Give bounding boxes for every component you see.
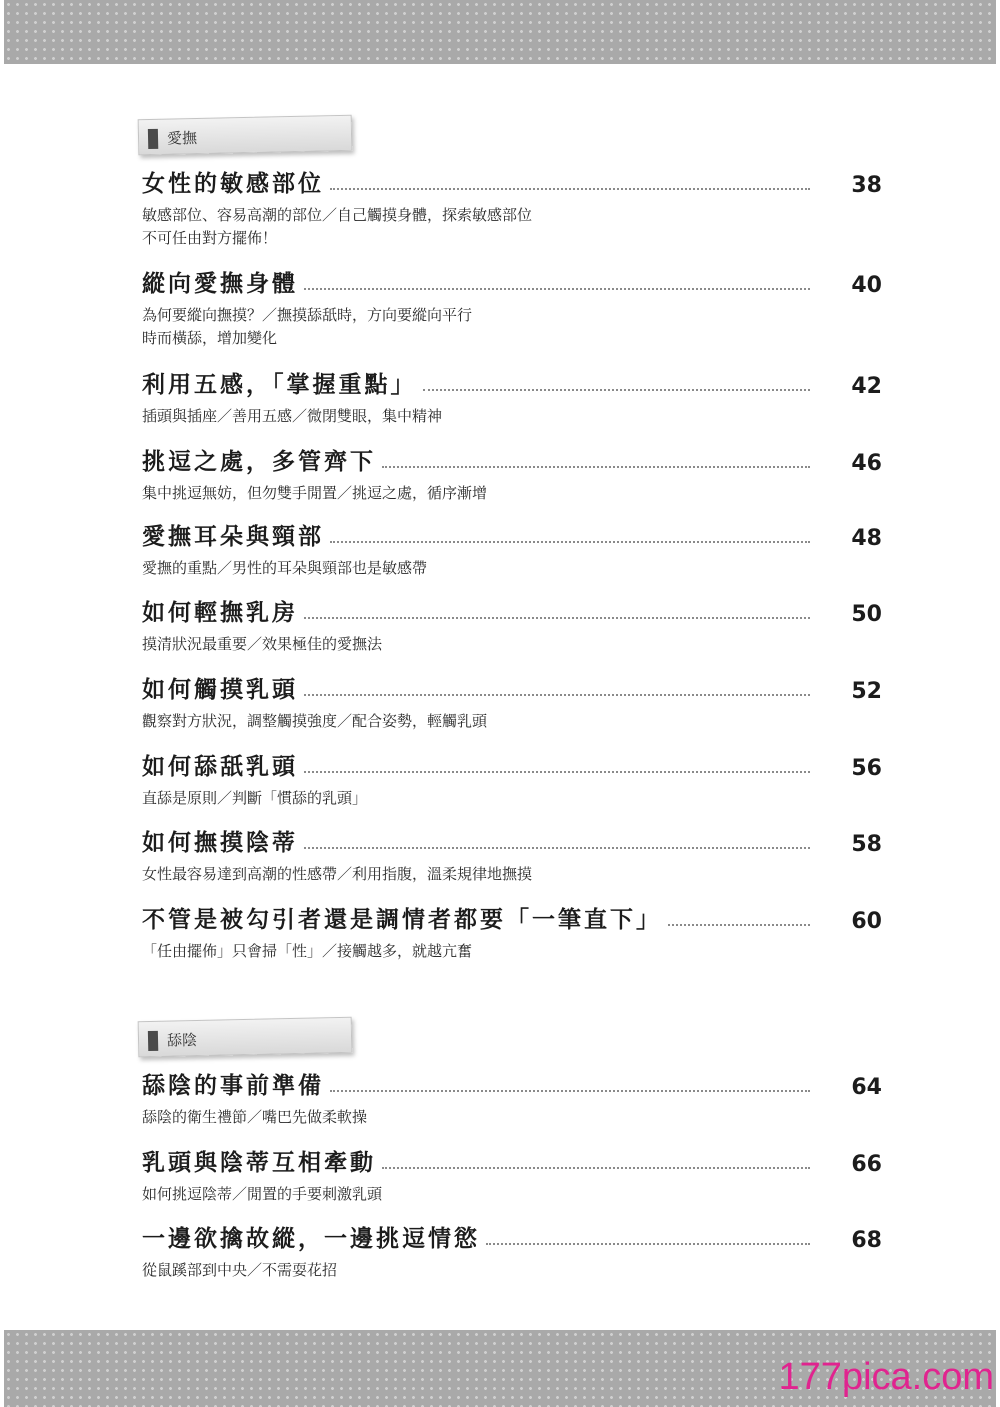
- dot-leader: [423, 389, 811, 391]
- top-dotted-band: [4, 0, 996, 64]
- section-label: 愛撫: [166, 129, 198, 148]
- entry-subtitle: 如何挑逗陰蒂／閒置的手要刺激乳頭: [142, 1185, 383, 1203]
- toc-entry[interactable]: [142, 1223, 882, 1282]
- dot-leader: [304, 617, 810, 619]
- entry-title: 如何舔舐乳頭: [142, 754, 298, 780]
- dot-leader: [382, 1167, 810, 1169]
- entry-title: 愛撫耳朵與頸部: [142, 524, 324, 550]
- toc-entry[interactable]: [142, 369, 882, 428]
- entry-title: 女性的敏感部位: [142, 171, 324, 197]
- entry-title: 如何輕撫乳房: [142, 600, 298, 626]
- toc-entry[interactable]: [142, 597, 882, 656]
- entry-title: 如何觸摸乳頭: [142, 677, 298, 703]
- entry-subtitle: 從鼠蹊部到中央／不需耍花招: [142, 1261, 338, 1279]
- page-number: 46: [851, 451, 882, 476]
- entry-title: 乳頭與陰蒂互相牽動: [142, 1150, 376, 1176]
- page-number: 38: [851, 173, 882, 198]
- page-number: 58: [851, 832, 882, 857]
- toc-entry[interactable]: [142, 1070, 882, 1129]
- dot-leader: [668, 924, 810, 926]
- toc-entry[interactable]: [142, 168, 882, 250]
- page-number: 68: [851, 1228, 882, 1253]
- page-number: 66: [851, 1152, 882, 1177]
- dot-leader: [330, 1090, 810, 1092]
- page-number: 40: [851, 273, 882, 298]
- entry-title: 挑逗之處，多管齊下: [142, 449, 376, 475]
- toc-entry[interactable]: [142, 827, 882, 886]
- section-label: 舔陰: [166, 1031, 198, 1050]
- entry-subtitle: 不可任由對方擺佈！: [142, 229, 278, 247]
- page-number: 48: [851, 526, 882, 551]
- entry-subtitle: 集中挑逗無妨，但勿雙手閒置／挑逗之處，循序漸增: [142, 484, 488, 502]
- entry-subtitle: 愛撫的重點／男性的耳朵與頸部也是敏感帶: [142, 559, 428, 577]
- entry-subtitle: 敏感部位、容易高潮的部位／自己觸摸身體，探索敏感部位: [142, 206, 533, 224]
- watermark-text: 177pica.com: [778, 1356, 994, 1398]
- entry-title: 不管是被勾引者還是調情者都要「一筆直下」: [142, 907, 662, 933]
- section-tab-marker: [148, 1031, 158, 1051]
- dot-leader: [304, 288, 810, 290]
- dot-leader: [304, 847, 810, 849]
- entry-subtitle: 時而橫舔，增加變化: [142, 329, 278, 347]
- entry-subtitle: 觀察對方狀況，調整觸摸強度／配合姿勢，輕觸乳頭: [142, 712, 488, 730]
- dot-leader: [382, 466, 810, 468]
- entry-subtitle: 舔陰的衛生禮節／嘴巴先做柔軟操: [142, 1108, 368, 1126]
- dot-leader: [304, 771, 810, 773]
- page-number: 42: [851, 374, 882, 399]
- dot-leader: [304, 694, 810, 696]
- dot-leader: [330, 188, 810, 190]
- page-number: 64: [851, 1075, 882, 1100]
- dot-leader: [486, 1243, 810, 1245]
- entry-subtitle: 插頭與插座／善用五感／微閉雙眼，集中精神: [142, 407, 443, 425]
- toc-entry[interactable]: [142, 446, 882, 505]
- page-number: 52: [851, 679, 882, 704]
- entry-subtitle: 「任由擺佈」只會掃「性」／接觸越多，就越亢奮: [142, 942, 473, 960]
- toc-entry[interactable]: [142, 268, 882, 350]
- entry-title: 利用五感，「掌握重點」: [142, 372, 417, 398]
- section-tab-tianyin: [138, 1017, 353, 1057]
- entry-subtitle: 為何要縱向撫摸？／撫摸舔舐時，方向要縱向平行: [142, 306, 473, 324]
- dot-leader: [330, 541, 810, 543]
- section-tab-marker: [148, 129, 158, 149]
- toc-entry[interactable]: [142, 904, 882, 963]
- page-number: 56: [851, 756, 882, 781]
- entry-subtitle: 直舔是原則／判斷「慣舔的乳頭」: [142, 789, 368, 807]
- entry-title: 一邊欲擒故縱，一邊挑逗情慾: [142, 1226, 480, 1252]
- page-number: 50: [851, 602, 882, 627]
- toc-entry[interactable]: [142, 751, 882, 810]
- entry-subtitle: 女性最容易達到高潮的性感帶／利用指腹，溫柔規律地撫摸: [142, 865, 533, 883]
- entry-subtitle: 摸清狀況最重要／效果極佳的愛撫法: [142, 635, 383, 653]
- toc-entry[interactable]: [142, 674, 882, 733]
- entry-title: 如何撫摸陰蒂: [142, 830, 298, 856]
- entry-title: 縱向愛撫身體: [142, 271, 298, 297]
- entry-title: 舔陰的事前準備: [142, 1073, 324, 1099]
- page-number: 60: [851, 909, 882, 934]
- toc-entry[interactable]: [142, 521, 882, 580]
- toc-entry[interactable]: [142, 1147, 882, 1206]
- section-tab-aifu: [138, 115, 353, 155]
